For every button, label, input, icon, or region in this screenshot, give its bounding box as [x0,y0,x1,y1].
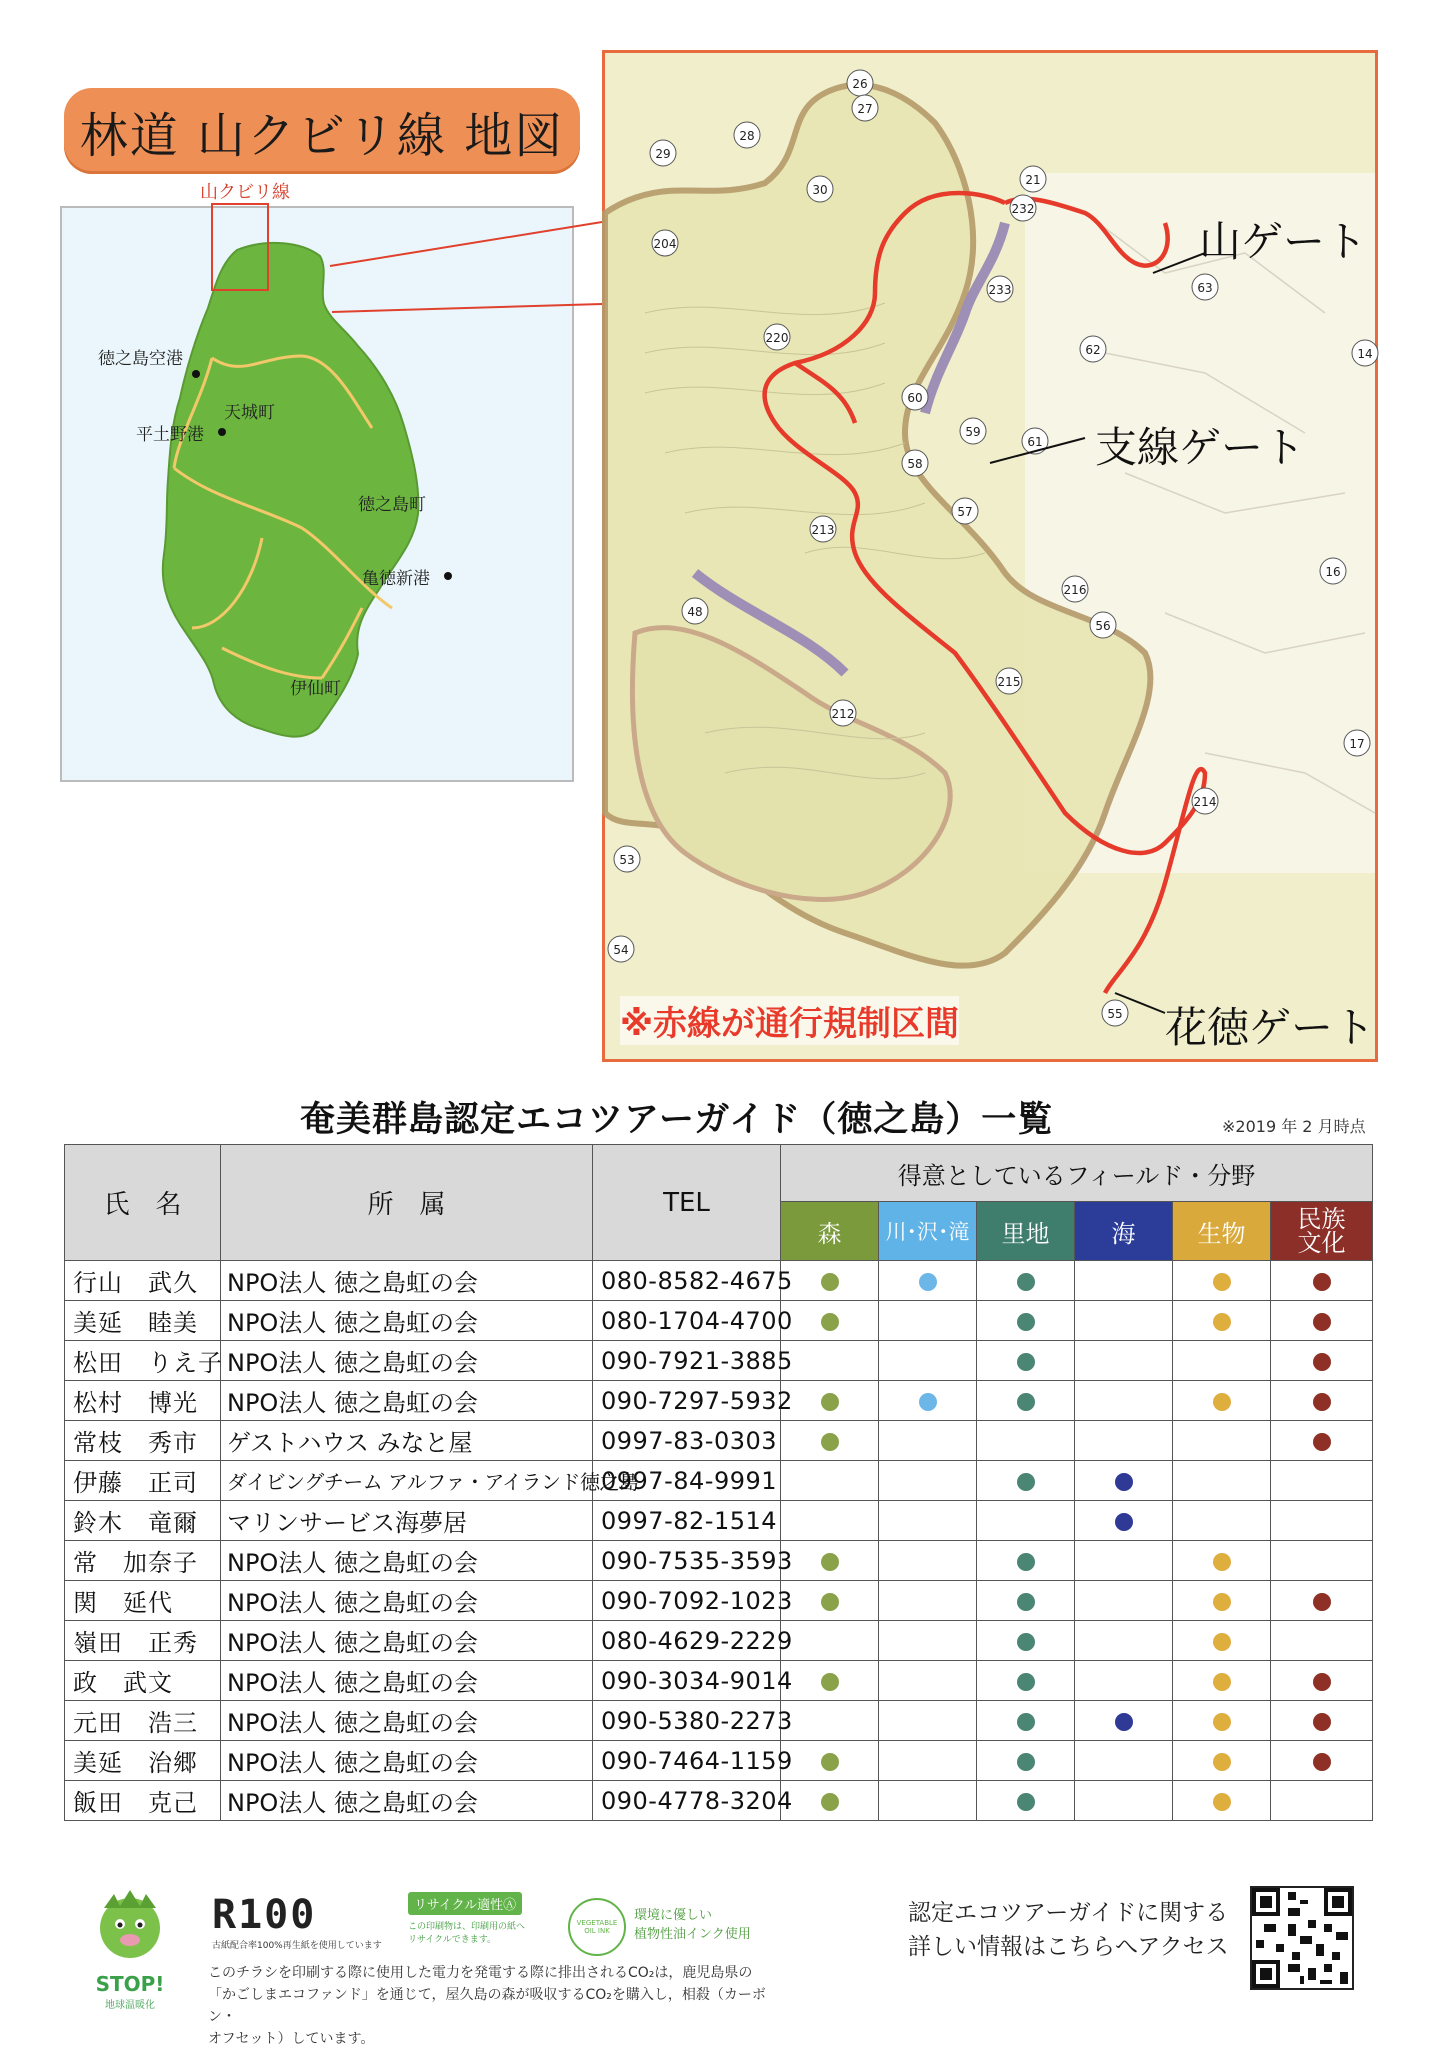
guide-org: NPO法人 徳之島虹の会 [221,1541,593,1581]
field-cell [781,1621,879,1661]
field-cell [1075,1261,1173,1301]
field-dot [1017,1553,1035,1571]
guide-name: 常枝 秀市 [65,1421,221,1461]
guide-tel: 0997-82-1514 [593,1501,781,1541]
category-header: 海 [1075,1202,1173,1261]
svg-text:62: 62 [1085,343,1101,357]
field-cell [1173,1741,1271,1781]
guide-row [65,1741,1373,1781]
field-dot [1213,1753,1231,1771]
guide-tel: 080-4629-2229 [593,1621,781,1661]
access-line2: 詳しい情報はこちらへアクセス [908,1934,1229,1960]
svg-text:233: 233 [988,283,1012,297]
svg-text:28: 28 [739,129,755,143]
guide-name: 行山 武久 [65,1261,221,1301]
field-dot [919,1273,937,1291]
field-dot [821,1673,839,1691]
svg-text:27: 27 [857,102,873,116]
field-dot [1017,1593,1035,1611]
guide-name: 飯田 克己 [65,1781,221,1821]
field-dot [821,1793,839,1811]
field-dot [1313,1273,1331,1291]
field-cell [1173,1421,1271,1461]
category-header: 川･沢･滝 [879,1202,977,1261]
guide-name: 関 延代 [65,1581,221,1621]
header-tel: TEL [593,1145,781,1261]
stop-sub: 地球温暖化 [105,2000,155,2011]
field-cell [1173,1501,1271,1541]
guide-tel: 090-5380-2273 [593,1701,781,1741]
field-cell [977,1621,1075,1661]
field-cell [879,1701,977,1741]
field-dot [1213,1793,1231,1811]
field-dot [821,1433,839,1451]
header-name: 氏 名 [65,1145,221,1261]
field-cell [1075,1381,1173,1421]
field-dot [1213,1593,1231,1611]
field-cell [1075,1301,1173,1341]
guide-row [65,1261,1373,1301]
field-cell [977,1421,1075,1461]
field-cell [977,1381,1075,1421]
guide-tel: 090-7921-3885 [593,1341,781,1381]
field-cell [781,1301,879,1341]
field-dot [1017,1753,1035,1771]
field-dot [1313,1713,1331,1731]
field-cell [1173,1781,1271,1821]
guide-name: 伊藤 正司 [65,1461,221,1501]
field-cell [1173,1381,1271,1421]
guide-row [65,1701,1373,1741]
access-line1: 認定エコツアーガイドに関する [908,1900,1229,1926]
field-cell [781,1661,879,1701]
svg-text:57: 57 [957,505,973,519]
field-cell [781,1261,879,1301]
field-dot [821,1313,839,1331]
field-dot [1017,1313,1035,1331]
topo-map [605,53,1375,1059]
field-cell [1075,1741,1173,1781]
svg-text:30: 30 [812,183,828,197]
field-cell [977,1541,1075,1581]
guide-org: NPO法人 徳之島虹の会 [221,1261,593,1301]
svg-text:21: 21 [1025,173,1041,187]
guide-tel: 080-8582-4675 [593,1261,781,1301]
field-dot [1213,1553,1231,1571]
field-cell [1271,1741,1373,1781]
field-dot [1313,1433,1331,1451]
field-cell [1271,1621,1373,1661]
guide-tel: 090-7092-1023 [593,1581,781,1621]
field-dot [1017,1673,1035,1691]
field-cell [879,1461,977,1501]
field-cell [1075,1501,1173,1541]
field-cell [1173,1341,1271,1381]
field-cell [977,1301,1075,1341]
svg-text:216: 216 [1063,583,1087,597]
guide-name: 美延 治郷 [65,1741,221,1781]
field-cell [1075,1701,1173,1741]
field-dot [919,1393,937,1411]
carbon-line2: 「かごしまエコファンド」を通じて，屋久島の森が吸収するCO₂を購入し，相殺（カーボン・ [208,1987,766,2025]
field-cell [781,1461,879,1501]
field-dot [1213,1273,1231,1291]
field-dot [1213,1393,1231,1411]
place-isen: 伊仙町 [290,679,341,699]
field-cell [1075,1621,1173,1661]
guide-tel: 080-1704-4700 [593,1301,781,1341]
place-amagi: 天城町 [224,403,275,423]
svg-text:55: 55 [1107,1007,1123,1021]
svg-text:26: 26 [852,77,868,91]
port-marker [218,428,226,436]
field-cell [879,1261,977,1301]
guide-list-title: 奄美群島認定エコツアーガイド（徳之島）一覧 [300,1100,1054,1140]
vegetable-oil-text [634,1904,751,1942]
recycle-logo [408,1892,548,1945]
field-cell [781,1781,879,1821]
field-cell [1271,1461,1373,1501]
guide-row [65,1661,1373,1701]
guide-name: 松村 博光 [65,1381,221,1421]
field-cell [879,1741,977,1781]
guide-name: 美延 睦美 [65,1301,221,1341]
svg-text:232: 232 [1011,202,1035,216]
guide-org: NPO法人 徳之島虹の会 [221,1381,593,1421]
svg-text:212: 212 [831,707,855,721]
field-cell [879,1581,977,1621]
veg-text1: 環境に優しい [634,1908,713,1923]
field-dot [1313,1353,1331,1371]
field-cell [1075,1341,1173,1381]
guide-tel: 090-7535-3593 [593,1541,781,1581]
guide-org: NPO法人 徳之島虹の会 [221,1341,593,1381]
place-kametoku-port: 亀徳新港 [362,569,430,589]
field-dot [1313,1753,1331,1771]
field-cell [977,1581,1075,1621]
vegetable-oil-ink-icon [568,1898,626,1956]
route-label: 山クビリ線 [200,182,290,203]
svg-text:220: 220 [765,331,789,345]
field-dot [1017,1393,1035,1411]
field-dot [1115,1473,1133,1491]
detail-map [602,50,1378,1062]
field-cell [879,1781,977,1821]
place-tokunoshima-town: 徳之島町 [358,495,426,515]
r100-sub: 古紙配合率100%再生紙を使用しています [212,1941,382,1951]
svg-text:14: 14 [1357,347,1373,361]
svg-text:29: 29 [655,147,671,161]
carbon-offset-text [208,1962,788,2050]
field-cell [1075,1781,1173,1821]
svg-text:63: 63 [1197,281,1213,295]
header-org: 所 属 [221,1145,593,1261]
field-cell [781,1701,879,1741]
recycle-sub2: リサイクルできます。 [408,1935,497,1945]
field-cell [781,1341,879,1381]
svg-text:215: 215 [997,675,1021,689]
guide-org: ダイビングチーム アルファ・アイランド徳之島 [221,1461,593,1501]
as-of-date: ※2019 年 2 月時点 [1222,1117,1366,1136]
field-cell [1075,1661,1173,1701]
access-info [908,1896,1229,1964]
svg-text:54: 54 [613,943,629,957]
field-cell [879,1501,977,1541]
field-dot [1017,1473,1035,1491]
field-dot [1017,1353,1035,1371]
field-dot [1313,1673,1331,1691]
field-cell [1271,1421,1373,1461]
field-dot [821,1593,839,1611]
field-cell [879,1301,977,1341]
field-cell [1173,1621,1271,1661]
field-dot [1313,1313,1331,1331]
guide-name: 政 武文 [65,1661,221,1701]
field-cell [781,1421,879,1461]
svg-text:59: 59 [965,425,981,439]
field-cell [1173,1541,1271,1581]
gate-branch-label: 支線ゲート [1095,423,1306,472]
map-title: 林道 山クビリ線 地図 [64,88,580,174]
field-dot [821,1753,839,1771]
field-cell [1271,1501,1373,1541]
guide-tel: 090-3034-9014 [593,1661,781,1701]
place-hetono-port: 平土野港 [136,425,204,445]
field-cell [1271,1261,1373,1301]
svg-text:214: 214 [1193,795,1217,809]
header-field: 得意としているフィールド・分野 [781,1145,1373,1202]
stop-label: STOP! [95,1972,165,1996]
field-cell [879,1341,977,1381]
gate-hanatoku-label: 花徳ゲート [1165,1003,1376,1052]
guide-org: ゲストハウス みなと屋 [221,1421,593,1461]
field-cell [1271,1661,1373,1701]
field-cell [977,1501,1075,1541]
airport-marker [192,370,200,378]
field-cell [879,1381,977,1421]
category-header: 生物 [1173,1202,1271,1261]
stop-global-warming-logo [90,1888,170,2011]
guide-tel: 0997-84-9991 [593,1461,781,1501]
field-cell [1173,1301,1271,1341]
field-cell [1173,1261,1271,1301]
guide-org: NPO法人 徳之島虹の会 [221,1661,593,1701]
r100-logo [212,1892,382,1951]
guide-name: 鈴木 竜爾 [65,1501,221,1541]
field-cell [879,1541,977,1581]
guide-row [65,1781,1373,1821]
field-dot [1213,1633,1231,1651]
guide-name: 嶺田 正秀 [65,1621,221,1661]
guide-name: 常 加奈子 [65,1541,221,1581]
guide-tel: 0997-83-0303 [593,1421,781,1461]
guide-row [65,1421,1373,1461]
guide-table [64,1144,1373,1821]
guide-org: NPO法人 徳之島虹の会 [221,1621,593,1661]
field-cell [977,1341,1075,1381]
guide-row [65,1541,1373,1581]
field-cell [1173,1661,1271,1701]
guide-name: 松田 りえ子 [65,1341,221,1381]
svg-text:204: 204 [653,237,677,251]
field-cell [977,1661,1075,1701]
guide-row [65,1341,1373,1381]
svg-text:61: 61 [1027,435,1043,449]
field-cell [879,1621,977,1661]
guide-org: マリンサービス海夢居 [221,1501,593,1541]
svg-text:17: 17 [1349,737,1365,751]
guide-org: NPO法人 徳之島虹の会 [221,1301,593,1341]
svg-text:48: 48 [687,605,703,619]
zoom-connector [330,200,610,320]
r100-label: R100 [212,1892,317,1938]
field-dot [821,1393,839,1411]
svg-text:60: 60 [907,391,923,405]
guide-row [65,1461,1373,1501]
svg-text:58: 58 [907,457,923,471]
place-airport: 徳之島空港 [98,349,183,369]
guide-org: NPO法人 徳之島虹の会 [221,1581,593,1621]
field-cell [1271,1341,1373,1381]
field-dot [1313,1593,1331,1611]
field-cell [977,1741,1075,1781]
field-cell [1271,1301,1373,1341]
guide-tel: 090-4778-3204 [593,1781,781,1821]
recycle-sub1: この印刷物は、印刷用の紙へ [408,1922,526,1932]
guide-row [65,1581,1373,1621]
category-header [1271,1202,1373,1261]
category-label-line2: 文化 [1297,1229,1346,1257]
field-dot [1017,1793,1035,1811]
field-cell [1271,1381,1373,1421]
category-label-line1: 民族 [1297,1205,1346,1233]
carbon-line3: オフセット）しています。 [208,2031,375,2047]
guide-org: NPO法人 徳之島虹の会 [221,1701,593,1741]
guide-row [65,1621,1373,1661]
field-cell [977,1261,1075,1301]
gate-yama-label: 山ゲート [1199,217,1368,266]
field-cell [781,1581,879,1621]
field-cell [1271,1701,1373,1741]
svg-text:53: 53 [619,853,635,867]
field-cell [1271,1781,1373,1821]
field-cell [781,1501,879,1541]
field-dot [1213,1313,1231,1331]
field-cell [977,1461,1075,1501]
field-cell [1075,1461,1173,1501]
field-cell [781,1741,879,1781]
svg-text:56: 56 [1095,619,1111,633]
field-dot [1313,1393,1331,1411]
category-header: 里地 [977,1202,1075,1261]
svg-text:16: 16 [1325,565,1341,579]
guide-row [65,1501,1373,1541]
field-cell [879,1421,977,1461]
field-cell [1075,1541,1173,1581]
field-cell [977,1701,1075,1741]
guide-org: NPO法人 徳之島虹の会 [221,1741,593,1781]
guide-name: 元田 浩三 [65,1701,221,1741]
field-dot [1213,1713,1231,1731]
field-cell [781,1541,879,1581]
field-cell [1173,1581,1271,1621]
guide-row [65,1301,1373,1341]
field-cell [1173,1701,1271,1741]
field-dot [1115,1513,1133,1531]
field-dot [1115,1713,1133,1731]
field-cell [1173,1461,1271,1501]
field-dot [1017,1273,1035,1291]
field-cell [1075,1421,1173,1461]
guide-org: NPO法人 徳之島虹の会 [221,1781,593,1821]
qr-code[interactable] [1250,1886,1354,1990]
guide-row [65,1381,1373,1421]
veg-label: VEGETABLE OIL INK [576,1919,618,1935]
field-cell [1271,1581,1373,1621]
guide-tel: 090-7464-1159 [593,1741,781,1781]
field-dot [821,1273,839,1291]
kametoku-marker [444,572,452,580]
qr-icon [1252,1888,1352,1988]
recycle-label: リサイクル適性Ⓐ [408,1892,522,1915]
restriction-notice: ※赤線が通行規制区間 [620,996,959,1045]
field-dot [1213,1673,1231,1691]
svg-text:213: 213 [811,523,835,537]
field-cell [1271,1541,1373,1581]
field-dot [1017,1633,1035,1651]
field-dot [821,1553,839,1571]
field-cell [977,1781,1075,1821]
field-cell [879,1661,977,1701]
field-cell [781,1381,879,1421]
carbon-line1: このチラシを印刷する際に使用した電力を発電する際に排出されるCO₂は，鹿児島県の [208,1965,753,1981]
field-dot [1017,1713,1035,1731]
mascot-icon [90,1888,170,1968]
category-header: 森 [781,1202,879,1261]
veg-text2: 植物性油インク使用 [634,1927,751,1942]
field-cell [1075,1581,1173,1621]
guide-tel: 090-7297-5932 [593,1381,781,1421]
